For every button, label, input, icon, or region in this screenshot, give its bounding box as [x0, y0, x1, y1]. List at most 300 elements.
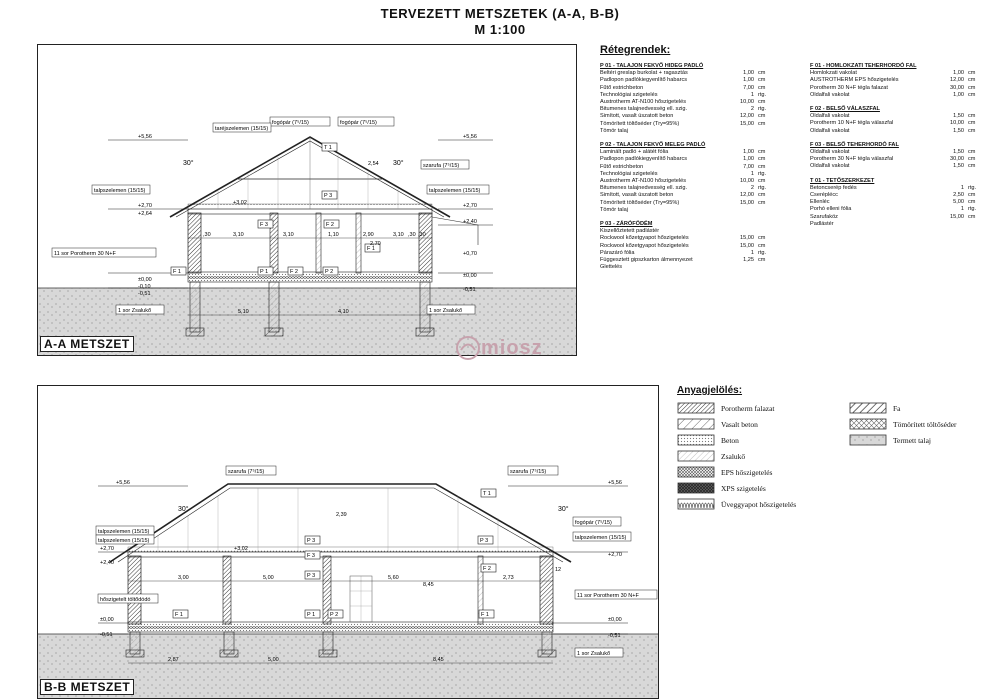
material-legend-title: Anyagjelölés:: [677, 385, 743, 396]
aa-dim-4: 1,10: [328, 232, 339, 238]
bb-tag-zsalu: 1 sor Zsalukő: [577, 651, 611, 657]
layer-name: Padlopon padlókiegyenlítő habarcs: [600, 77, 688, 84]
layer-unit: cm: [758, 163, 766, 170]
layer-row: [600, 77, 810, 84]
layer-unit: cm: [968, 192, 976, 199]
layer-thickness: 1,25: [743, 257, 754, 264]
layer-unit: cm: [758, 178, 766, 185]
material-item: [849, 400, 987, 416]
layer-thickness: [734, 264, 754, 271]
layer-name: Simított, vasalt úszatott beton: [600, 113, 674, 120]
bb-tag-talp-l2: talpszelemen (15/15): [98, 538, 150, 544]
material-label: Beton: [721, 435, 739, 445]
material-item: [677, 400, 849, 416]
section-aa-label: A-A METSZET: [40, 336, 134, 352]
layer-row: [600, 156, 810, 163]
material-item: [849, 416, 987, 432]
aa-roof-angle-left: 30°: [183, 160, 194, 167]
bb-marker-p3a: P 3: [307, 538, 316, 544]
bb-marker-f1r: F 1: [481, 612, 489, 618]
layers-col-2: [810, 56, 990, 271]
layer-name: Függesztett gipszkarton álmennyezet: [600, 257, 693, 264]
layer-row: [810, 92, 990, 99]
bb-tag-szarufa-l: szarufa (7⁵/15): [228, 469, 265, 475]
material-swatch: [677, 418, 715, 430]
bb-dim-10: 12: [555, 567, 562, 573]
layer-thickness: 12,00: [740, 192, 754, 199]
aa-level-270: +2,70: [138, 203, 152, 209]
layer-row: [810, 70, 990, 77]
layer-row: [810, 156, 990, 163]
layer-unit: rtg.: [758, 249, 767, 256]
aa-level-051: -0,51: [138, 291, 151, 297]
material-label: Üveggyapot hőszigetelés: [721, 499, 797, 509]
bb-tag-talp-l1: talpszelemen (15/15): [98, 529, 150, 535]
layer-unit: rtg.: [968, 184, 977, 191]
layer-name: Technológiai szigetelés: [600, 91, 658, 98]
aa-tag-zsalu-l: 1 sor Zsalukő: [118, 308, 152, 314]
layer-name: Porotherm 10 N+F tégla válaszfal: [810, 120, 894, 127]
material-label: Porotherm falazat: [721, 403, 775, 413]
layer-thickness: 1: [750, 170, 754, 177]
layer-thickness: [734, 228, 754, 235]
layer-row: [600, 185, 810, 192]
aa-marker-p3: P 3: [324, 193, 333, 199]
layer-row: [600, 243, 810, 250]
layer-name: Oldalfali vakolat: [810, 127, 850, 134]
layer-unit: cm: [968, 91, 976, 98]
layer-unit: cm: [758, 70, 766, 77]
material-item: [849, 432, 987, 448]
layer-unit: rtg.: [758, 106, 767, 113]
aa-dim-2: 3,10: [233, 232, 244, 238]
layer-name: Technológiai szigetelés: [600, 170, 658, 177]
material-label: Tömörített töltőséder: [893, 419, 957, 429]
layer-unit: rtg.: [968, 206, 977, 213]
aa-tag-tareji: taréjszelemen (15/15): [215, 126, 269, 132]
layer-name: Oldalfali vakolat: [810, 163, 850, 170]
layer-thickness: 1,50: [953, 127, 964, 134]
section-aa-drawing: [38, 45, 576, 355]
bb-dim-5: 2,73: [503, 575, 514, 581]
layer-row: [810, 163, 990, 170]
layer-name: Austrotherm AT-N100 hőszigetelés: [600, 99, 687, 106]
layer-name: Fűtő estrichbeton: [600, 163, 644, 170]
page-scale: M 1:100: [474, 22, 526, 37]
material-item: [677, 432, 849, 448]
layer-thickness: 15,00: [950, 213, 964, 220]
bb-marker-p3b: P 3: [480, 538, 489, 544]
layer-name: Kiszellőztetett padlástér: [600, 228, 660, 235]
layer-thickness: 1: [960, 184, 964, 191]
layer-unit: cm: [968, 156, 976, 163]
layer-unit: [754, 228, 776, 235]
material-swatch: [677, 450, 715, 462]
layer-name: Betoncserép fedés: [810, 184, 857, 191]
material-label: EPS hőszigetelés: [721, 467, 773, 477]
bb-level-302: +3,02: [234, 546, 248, 552]
layer-thickness: 5,00: [953, 199, 964, 206]
aa-tag-talp-l: talpszelemen (15/15): [94, 188, 146, 194]
layer-thickness: [734, 207, 754, 214]
layer-name: Padlopon padlókiegyenlítő habarcs: [600, 156, 688, 163]
aa-wall-left: [188, 213, 201, 273]
aa-tag-porotherm: 11 sor Porotherm 30 N+F: [54, 251, 116, 257]
bb-dim-7: 5,00: [268, 657, 279, 663]
layer-unit: cm: [758, 113, 766, 120]
layer-unit: cm: [968, 213, 976, 220]
bb-tag-talp-r: talpszelemen (15/15): [575, 535, 627, 541]
aa-dim-11: 2,70: [370, 241, 381, 247]
layer-unit: cm: [758, 242, 766, 249]
bb-level-240: +2,40: [100, 560, 114, 566]
layer-thickness: 15,00: [740, 199, 754, 206]
layer-name: AUSTROTHERM EPS hőszigetelés: [810, 77, 899, 84]
bb-dim-6: 2,87: [168, 657, 179, 663]
layer-unit: cm: [758, 199, 766, 206]
layer-row: [600, 113, 810, 120]
layer-name: Austrotherm AT-N100 hőszigetelés: [600, 178, 687, 185]
aa-dim-7: ,30: [408, 232, 416, 238]
layer-name: Fűtő estrichbeton: [600, 84, 644, 91]
layer-name: Oldalfali vakolat: [810, 149, 850, 156]
layers-legend-title: Rétegrendek:: [600, 44, 671, 56]
layer-row: [810, 199, 990, 206]
aa-level-051r: -0,51: [463, 287, 476, 293]
layer-name: Bitumenes talajnedvesség ell. szig.: [600, 185, 688, 192]
material-swatch: [677, 402, 715, 414]
bb-dim-8: 8,45: [433, 657, 444, 663]
layer-group-heading: F 02 - BELSŐ VÁLASZFAL: [810, 106, 880, 113]
layer-group-heading: F 01 - HOMLOKZATI TEHERHORDÓ FAL: [810, 63, 917, 69]
layer-name: Laminált padló + alátét fólia: [600, 149, 669, 156]
aa-level-556: +5,56: [138, 134, 152, 140]
aa-level-070: +0,70: [463, 251, 477, 257]
layer-unit: cm: [758, 120, 766, 127]
layer-row: [600, 250, 810, 257]
material-col-2: [849, 400, 987, 512]
layer-unit: [754, 128, 776, 135]
layer-name: Oldalfali vakolat: [810, 113, 850, 120]
layer-unit: cm: [758, 99, 766, 106]
layer-row: [810, 113, 990, 120]
layer-unit: cm: [968, 84, 976, 91]
bb-dim-2: 5,00: [263, 575, 274, 581]
layer-name: Tömörített töltőséder (Try=95%): [600, 120, 680, 127]
aa-ceiling: [188, 209, 432, 214]
layer-thickness: 12,00: [950, 77, 964, 84]
layer-row: [810, 214, 990, 221]
layer-thickness: 30,00: [950, 84, 964, 91]
aa-marker-f1: F 1: [173, 269, 181, 275]
layer-name: Homlokzati vakolat: [810, 70, 857, 77]
layer-unit: rtg.: [758, 185, 767, 192]
layer-row: [810, 192, 990, 199]
layer-name: Rockwool kőzetgyapot hőszigetelés: [600, 242, 689, 249]
material-swatch: [849, 402, 887, 414]
layer-unit: cm: [968, 149, 976, 156]
bb-tag-fogopar: fogópár (7⁵/15): [575, 520, 612, 526]
layer-name: Simított, vasalt úszatott beton: [600, 192, 674, 199]
layer-unit: cm: [758, 235, 766, 242]
bb-tag-porotherm: 11 sor Porotherm 30 N+F: [577, 593, 639, 599]
aa-tag-fogopar: fogópár (7⁵/15): [272, 120, 309, 126]
section-bb-frame: [37, 385, 659, 699]
bb-tag-hoszig: hőszigetelt töltődódó: [100, 597, 151, 603]
aa-dim-12: ,30: [418, 232, 426, 238]
aa-marker-f2b: F 2: [290, 269, 298, 275]
aa-level-556r: +5,56: [463, 134, 477, 140]
section-bb-drawing: [38, 386, 658, 698]
layer-name: Tömör talaj: [600, 206, 628, 213]
layer-unit: cm: [968, 163, 976, 170]
layer-thickness: [944, 221, 964, 228]
aa-tag-talp-r: talpszelemen (15/15): [429, 188, 481, 194]
material-item: [677, 464, 849, 480]
aa-level-270r: +2,70: [463, 203, 477, 209]
aa-tag-zsalu-r: 1 sor Zsalukő: [429, 308, 463, 314]
layer-row: [810, 221, 990, 228]
bb-level-051: -0,51: [100, 632, 113, 638]
aa-marker-p2: P 2: [325, 269, 334, 275]
material-swatch: [677, 466, 715, 478]
layer-thickness: 15,00: [740, 235, 754, 242]
layer-name: Porhó elleni fólia: [810, 206, 852, 213]
aa-wall-right: [419, 213, 432, 273]
layer-thickness: 15,00: [740, 120, 754, 127]
layer-thickness: 1: [750, 249, 754, 256]
material-swatch: [849, 434, 887, 446]
bb-level-556: +5,56: [116, 480, 130, 486]
bb-roof-angle-right: 30°: [558, 506, 569, 513]
aa-level-010: -0,10: [138, 284, 151, 290]
layer-name: Cseréplécc: [810, 192, 838, 199]
layer-unit: cm: [968, 127, 976, 134]
material-label: XPS szigetelés: [721, 483, 766, 493]
layer-row: [810, 85, 990, 92]
layer-name: Porotherm 30 N+F tégla falazat: [810, 84, 888, 91]
layer-group-heading: T 01 - TETŐSZERKEZET: [810, 177, 875, 184]
aa-marker-p1: P 1: [260, 269, 269, 275]
layer-row: [810, 185, 990, 192]
layer-name: Bitumenes talajnedvesség ell. szig.: [600, 106, 688, 113]
layer-thickness: 1,00: [743, 156, 754, 163]
material-swatch: [849, 418, 887, 430]
material-item: [677, 496, 849, 512]
layers-col-1: [600, 56, 810, 271]
layer-name: Porotherm 30 N+F tégla válaszfal: [810, 156, 894, 163]
bb-marker-f3: F 3: [307, 553, 315, 559]
layer-row: [810, 77, 990, 84]
bb-marker-f2: F 2: [483, 566, 491, 572]
layer-row: [600, 70, 810, 77]
layer-row: [600, 121, 810, 128]
aa-dim-10: 2,54: [368, 161, 379, 167]
bb-level-270r: +2,70: [608, 552, 622, 558]
layer-unit: [964, 221, 986, 228]
layer-thickness: 1,00: [953, 70, 964, 77]
watermark: [455, 335, 543, 361]
layer-unit: cm: [968, 199, 976, 206]
layer-thickness: 7,00: [743, 84, 754, 91]
aa-level-264: +2,64: [138, 211, 152, 217]
watermark-logo-icon: [455, 335, 481, 361]
layer-row: [600, 207, 810, 214]
bb-marker-p2: P 2: [330, 612, 339, 618]
layer-name: Glettelés: [600, 264, 623, 271]
layer-thickness: 12,00: [740, 113, 754, 120]
layer-unit: cm: [758, 149, 766, 156]
layer-row: [600, 106, 810, 113]
material-legend: [677, 385, 987, 525]
aa-level-000r: ±0,00: [463, 273, 477, 279]
layer-unit: cm: [758, 257, 766, 264]
material-swatch: [677, 482, 715, 494]
layer-unit: rtg.: [758, 170, 767, 177]
layer-unit: rtg.: [758, 91, 767, 98]
layer-row: [600, 164, 810, 171]
layer-unit: cm: [968, 77, 976, 84]
bb-marker-f1: F 1: [175, 612, 183, 618]
layer-row: [810, 206, 990, 213]
layer-unit: [754, 207, 776, 214]
aa-dim-8: 5,10: [238, 309, 249, 315]
aa-dim-1: ,30: [203, 232, 211, 238]
layer-row: [600, 235, 810, 242]
layer-thickness: 1,00: [743, 70, 754, 77]
layer-unit: cm: [758, 77, 766, 84]
aa-marker-f2: F 2: [326, 222, 334, 228]
aa-marker-f3: F 3: [260, 222, 268, 228]
layer-name: Tömörített töltőséder (Try=95%): [600, 199, 680, 206]
bb-roof-angle-left: 30°: [178, 506, 189, 513]
aa-dim-9: 4,10: [338, 309, 349, 315]
aa-marker-f1r: F 1: [367, 246, 375, 252]
layer-thickness: 1,00: [743, 149, 754, 156]
layer-thickness: 2: [750, 185, 754, 192]
material-item: [677, 448, 849, 464]
layer-name: Padlástér: [810, 220, 834, 227]
bb-level-556r: +5,56: [608, 480, 622, 486]
bb-marker-t1: T 1: [483, 491, 491, 497]
bb-level-270: +2,70: [100, 546, 114, 552]
layer-group-heading: P 03 - ZÁRÓFÖDÉM: [600, 221, 653, 228]
layer-unit: cm: [968, 113, 976, 120]
layer-name: Beltéri greslap burkolat + ragasztás: [600, 70, 688, 77]
layer-thickness: 10,00: [740, 99, 754, 106]
layer-name: Tömör talaj: [600, 127, 628, 134]
layer-thickness: 1,50: [953, 113, 964, 120]
layer-row: [600, 264, 810, 271]
bb-level-051r: -0,51: [608, 633, 621, 639]
bb-dim-1: 3,00: [178, 575, 189, 581]
layer-row: [600, 85, 810, 92]
material-label: Zsalukő: [721, 451, 746, 461]
material-item: [677, 480, 849, 496]
section-aa-frame: [37, 44, 577, 356]
layer-group-heading: P 01 - TALAJON FEKVŐ HIDEG PADLÓ: [600, 63, 704, 69]
bb-dim-3: 5,60: [388, 575, 399, 581]
layer-name: Párazáró fólia: [600, 249, 635, 256]
layer-unit: cm: [758, 156, 766, 163]
material-swatch: [677, 434, 715, 446]
material-label: Vasalt beton: [721, 419, 758, 429]
layer-group-heading: F 03 - BELSŐ TEHERHORDÓ FAL: [810, 141, 899, 148]
layer-name: Szarufaköz: [810, 213, 838, 220]
aa-dim-3: 3,10: [283, 232, 294, 238]
material-label: Fa: [893, 403, 901, 413]
material-item: [677, 416, 849, 432]
layer-thickness: 2: [750, 106, 754, 113]
layer-unit: [754, 264, 776, 271]
layer-name: Rockwool kőzetgyapot hőszigetelés: [600, 235, 689, 242]
layer-row: [600, 192, 810, 199]
layer-thickness: 1: [750, 91, 754, 98]
bb-level-000: ±0,00: [100, 617, 114, 623]
aa-dim-5: 2,90: [363, 232, 374, 238]
layer-thickness: 1,00: [743, 77, 754, 84]
layer-row: [600, 228, 810, 235]
layer-unit: cm: [968, 70, 976, 77]
aa-marker-t1: T 1: [324, 145, 332, 151]
layer-row: [600, 257, 810, 264]
layer-unit: cm: [968, 120, 976, 127]
layer-thickness: 1,50: [953, 149, 964, 156]
aa-roof-angle-right: 30°: [393, 160, 404, 167]
layer-thickness: 15,00: [740, 242, 754, 249]
bb-dim-4: 8,45: [423, 582, 434, 588]
bb-marker-p1: P 1: [307, 612, 316, 618]
bb-tag-szarufa-r: szarufa (7⁵/15): [510, 469, 547, 475]
layer-row: [600, 171, 810, 178]
layer-row: [600, 149, 810, 156]
layer-name: Ellenléc: [810, 199, 830, 206]
layer-row: [810, 120, 990, 127]
material-label: Termett talaj: [893, 435, 931, 445]
layer-thickness: 10,00: [950, 120, 964, 127]
layer-row: [600, 200, 810, 207]
layer-unit: cm: [758, 192, 766, 199]
layer-thickness: 1,00: [953, 91, 964, 98]
layer-name: Oldalfali vakolat: [810, 91, 850, 98]
layer-thickness: [734, 128, 754, 135]
layer-thickness: 2,50: [953, 192, 964, 199]
layer-thickness: 7,00: [743, 163, 754, 170]
layers-legend: [600, 44, 990, 344]
layer-thickness: 30,00: [950, 156, 964, 163]
layer-row: [810, 149, 990, 156]
layer-row: [810, 128, 990, 135]
layer-row: [600, 178, 810, 185]
bb-marker-p3c: P 3: [307, 573, 316, 579]
aa-level-000: ±0,00: [138, 277, 152, 283]
material-swatch: [677, 498, 715, 510]
layer-unit: cm: [758, 84, 766, 91]
section-bb-label: B-B METSZET: [40, 679, 134, 695]
layer-row: [600, 92, 810, 99]
aa-tag-fogopar2: fogópár (7⁵/15): [340, 120, 377, 126]
watermark-text: miosz: [481, 336, 543, 359]
aa-dim-6: 3,10: [393, 232, 404, 238]
page-title: TERVEZETT METSZETEK (A-A, B-B): [380, 6, 620, 21]
layer-group-heading: P 02 - TALAJON FEKVŐ MELEG PADLÓ: [600, 142, 706, 149]
layer-row: [600, 99, 810, 106]
layer-thickness: 10,00: [740, 178, 754, 185]
aa-level-302: +3,02: [233, 200, 247, 206]
aa-level-240: +2,40: [463, 219, 477, 225]
layer-row: [600, 128, 810, 135]
layer-thickness: 1,50: [953, 163, 964, 170]
